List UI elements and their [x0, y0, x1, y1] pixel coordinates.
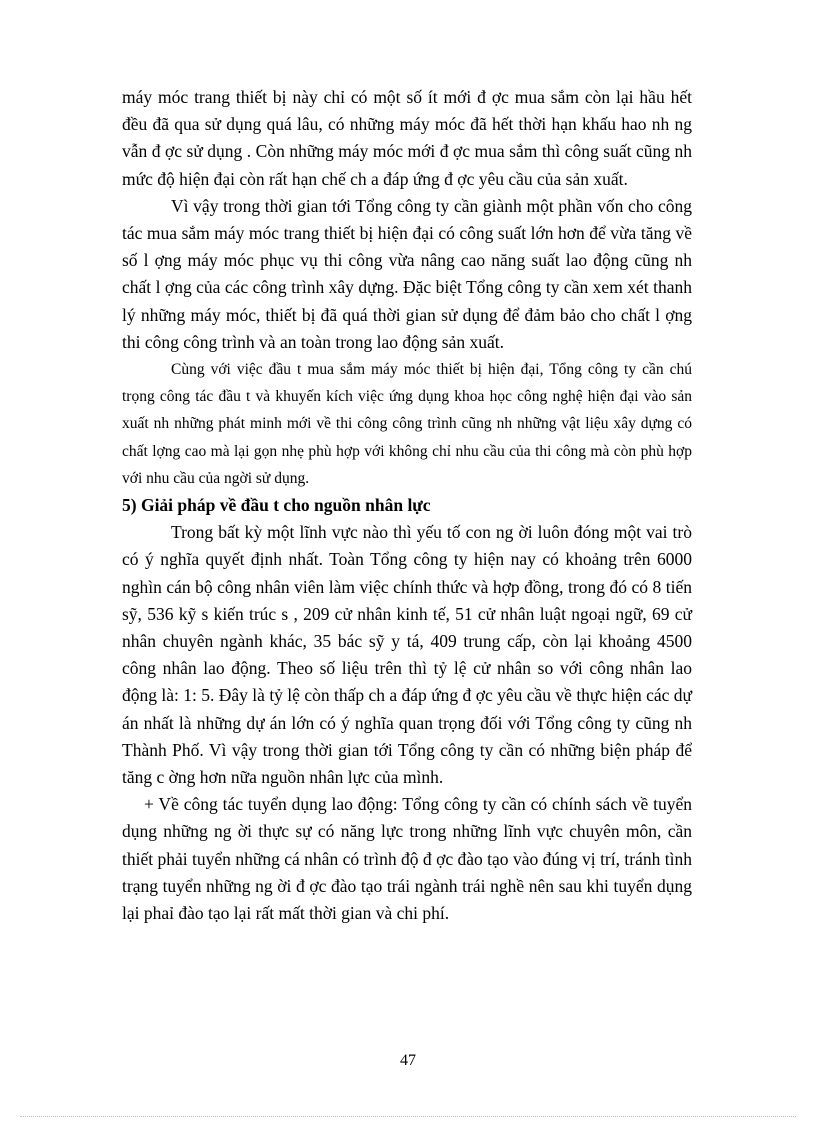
- page-bottom-divider: [20, 1116, 796, 1117]
- paragraph-recruitment: + Về công tác tuyển dụng lao động: Tổng công ty cần có chính sách về tuyển dụng những ng ời thực sự có năng lực trong những lĩnh vực chuyên môn, cần thiết phải tuyển những cá nhân có trình độ đ ợc đào tạo vào đúng vị trí, tránh tình trạng tuyển những ng ời đ ợc đào tạo trái ngành trái nghề nên sau khi tuyển dụng lại phaỉ đào tạo lại rất mất thời gian và chi phí.: [122, 794, 692, 924]
- body-text: [122, 84, 692, 927]
- paragraph-technology-investment: Cùng với việc đầu t mua sắm máy móc thiết bị hiện đại, Tổng công ty cần chú trọng công tác đầu t và khuyến kích việc ứng dụng khoa học công nghệ hiện đại vào sản xuất nh những phát minh mới về thi công công trình cũng nh những vật liệu xây dựng có chất lợng cao mà lại gọn nhẹ phù hợp với không chỉ nhu cầu của thi công mà còn phù hợp với nhu cầu của ngời sử dụng.: [122, 361, 692, 487]
- section-heading-human-resources: 5) Giải pháp về đầu t cho nguồn nhân lực: [122, 495, 431, 516]
- paragraph-equipment-investment: Vì vậy trong thời gian tới Tổng công ty cần giành một phần vốn cho công tác mua sắm máy móc trang thiết bị hiện đại có công suất lớn hơn để vừa tăng về số l ợng máy móc phục vụ thi công vừa nâng cao năng suất lao động cũng nh chất l ợng của các công trình xây dựng. Đặc biệt Tổng công ty cần xem xét thanh lý những máy móc, thiết bị đã quá thời gian sử dụng để đảm bảo cho chất l ợng thi công công trình và an toàn trong lao động sản xuất.: [122, 195, 692, 352]
- paragraph-human-resources: Trong bất kỳ một lĩnh vực nào thì yếu tố con ng ời luôn đóng một vai trò có ý nghĩa quyết định nhất. Toàn Tổng công ty hiện nay có khoảng trên 6000 nghìn cán bộ công nhân viên làm việc chính thức và hợp đồng, trong đó có 8 tiến sỹ, 536 kỹ s kiến trúc s , 209 cử nhân kinh tế, 51 cử nhân luật ngoại ngữ, 69 cử nhân chuyên ngành khác, 35 bác sỹ y tá, 409 trung cấp, còn lại khoảng 4500 công nhân lao động. Theo số liệu trên thì tỷ lệ cử nhân so với công nhân lao động là: 1: 5. Đây là tỷ lệ còn thấp ch a đáp ứng đ ợc yêu cầu về thực hiện các dự án nhất là những dự án lớn có ý nghĩa quan trọng đối với Tổng công ty cũng nh Thành Phố. Vì vậy trong thời gian tới Tổng công ty cần có những biện pháp để tăng c ờng hơn nữa nguồn nhân lực của mình.: [122, 522, 692, 788]
- page-number: 47: [400, 1052, 416, 1069]
- paragraph-equipment-status: máy móc trang thiết bị này chỉ có một số ít mới đ ợc mua sắm còn lại hầu hết đều đã qua sử dụng quá lâu, có những máy móc đã hết thời hạn khấu hao nh ng vẫn đ ợc sử dụng . Còn những máy móc mới đ ợc mua sắm thì công suất cũng nh mức độ hiện đại còn rất hạn chế ch a đáp ứng đ ợc yêu cầu của sản xuất.: [122, 87, 692, 189]
